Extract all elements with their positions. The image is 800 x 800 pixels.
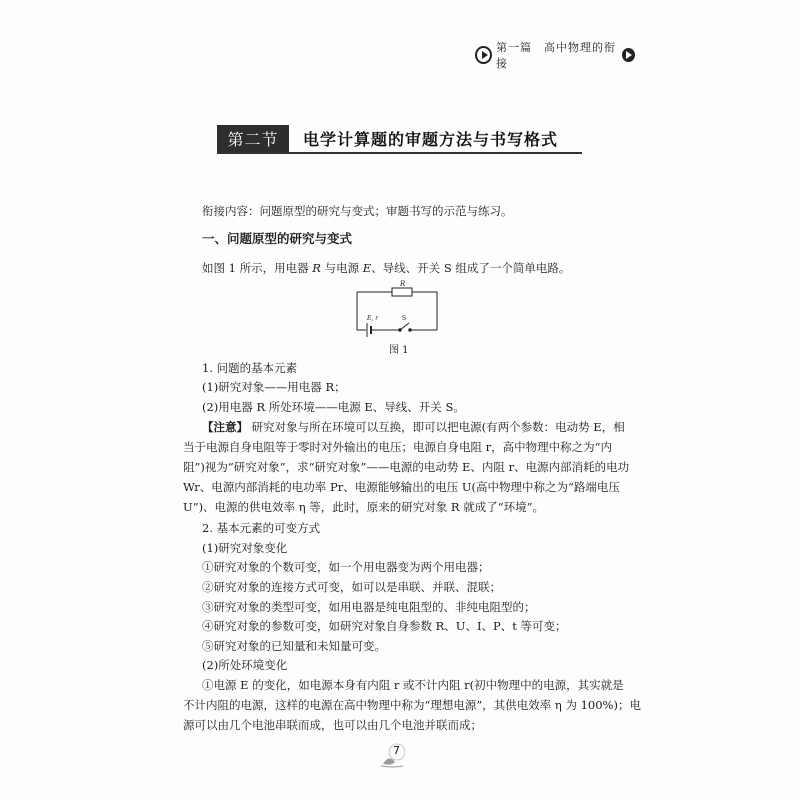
line-10: ⑤研究对象的已知量和未知量可变。 <box>202 639 386 653</box>
circuit-wire <box>357 292 437 330</box>
play-solid-icon <box>622 48 635 62</box>
note-line-5: U”)、电源的供电效率 η 等，此时，原来的研究对象 R 就成了“环境”。 <box>183 500 544 514</box>
line-13: 不计内阻的电源，这样的电源在高中物理中称为“理想电源”，其供电效率 η 为 100%)；电 <box>183 698 641 712</box>
section-title: 电学计算题的审题方法与书写格式 <box>303 130 559 149</box>
running-head-text: 第一篇 高中物理的衔接 <box>496 41 617 70</box>
figure-intro-c: 、导线、开关 S 组成了一个简单电路。 <box>371 261 571 275</box>
section-label: 第二节 <box>217 125 289 152</box>
figure-intro-e: E <box>362 261 372 275</box>
figure-intro <box>202 260 570 276</box>
note-line-1 <box>202 419 625 435</box>
source-label: E, r <box>367 315 379 322</box>
line-5: (1)研究对象变化 <box>202 541 288 555</box>
switch-symbol <box>399 323 411 331</box>
line-1: 1. 问题的基本元素 <box>202 361 298 375</box>
figure-intro-r: R <box>312 261 321 275</box>
line-11: (2)所处环境变化 <box>202 658 288 672</box>
battery-symbol <box>367 323 371 337</box>
line-7: ②研究对象的连接方式可变，如可以是串联、并联、混联； <box>202 580 501 594</box>
heading-1: 一、问题原型的研究与变式 <box>202 231 353 246</box>
figure-intro-b: 与电源 <box>320 261 363 275</box>
note-line-2: 当于电源自身电阻等于零时对外输出的电压；电源自身电阻 r，高中物理中称之为“内 <box>183 440 613 454</box>
play-outline-icon <box>475 46 492 64</box>
line-12: ①电源 E 的变化，如电源本身有内阻 r 或不计内阻 r(初中物理中的电源，其实就是 <box>202 678 624 692</box>
section-rule <box>217 152 582 154</box>
note-text-1: 研究对象与所在环境可以互换，即可以把电源(有两个参数：电动势 E，相 <box>251 420 625 434</box>
note-line-3: 阻”)视为“研究对象”，求“研究对象”——电源的电动势 E、内阻 r、电源内部消耗的电功 <box>183 460 630 474</box>
page-number <box>375 740 425 770</box>
line-14: 源可以由几个电池串联而成，也可以由几个电池并联而成； <box>183 718 482 732</box>
section-header <box>217 125 582 155</box>
running-head <box>475 41 635 70</box>
switch-label: S <box>402 315 407 322</box>
line-2: (1)研究对象——用电器 R； <box>202 380 346 394</box>
figure-caption: 图 1 <box>389 345 409 356</box>
line-4: 2. 基本元素的可变方式 <box>202 521 321 535</box>
page-ornament-icon <box>375 740 425 770</box>
circuit-diagram <box>352 278 442 338</box>
line-3: (2)用电器 R 所处环境——电源 E、导线、开关 S。 <box>202 400 465 414</box>
line-6: ①研究对象的个数可变，如一个用电器变为两个用电器； <box>202 560 490 574</box>
note-tag: 【注意】 <box>202 420 248 434</box>
intro-text: 衔接内容：问题原型的研究与变式；审题书写的示范与练习。 <box>202 204 513 218</box>
resistor-label: R <box>400 280 406 288</box>
resistor-symbol <box>392 288 412 296</box>
line-8: ③研究对象的类型可变，如用电器是纯电阻型的、非纯电阻型的； <box>202 600 536 614</box>
line-9: ④研究对象的参数可变，如研究对象自身参数 R、U、I、P、t 等可变； <box>202 619 567 633</box>
figure-intro-a: 如图 1 所示，用电器 <box>202 261 313 275</box>
page-number-text: 7 <box>393 744 400 757</box>
note-line-4: Wr、电源内部消耗的电功率 Pr、电源能够输出的电压 U(高中物理中称之为“路端电压 <box>183 480 620 494</box>
